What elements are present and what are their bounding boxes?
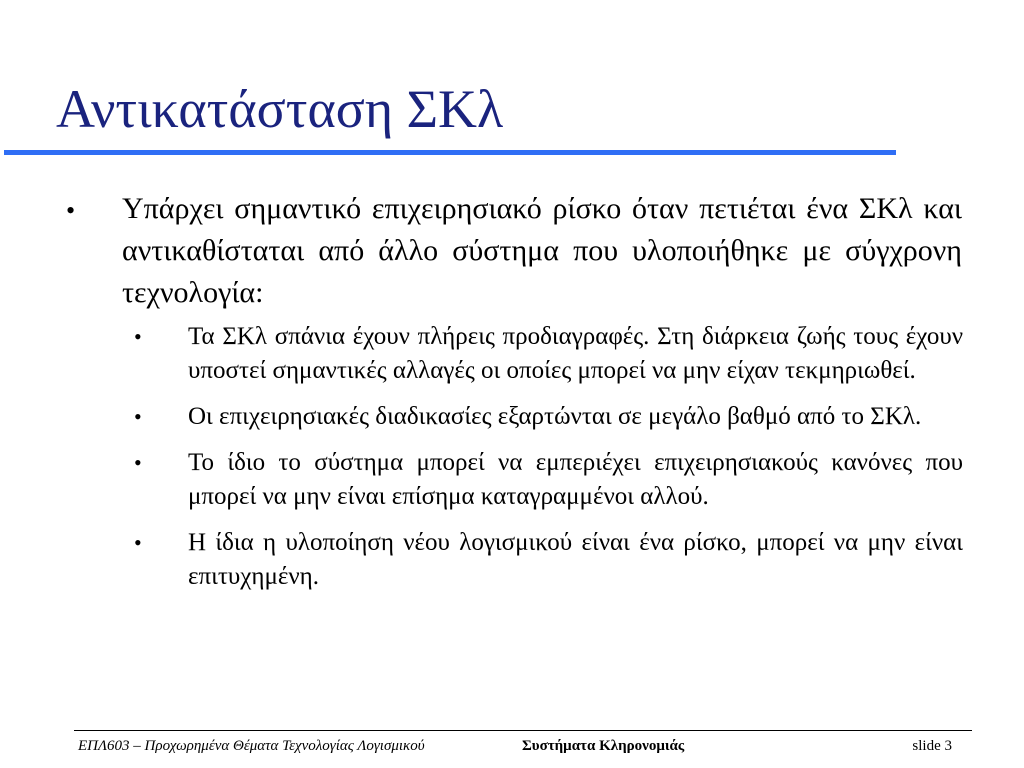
title-underline (4, 150, 896, 155)
slide-footer (78, 738, 952, 758)
sub-bullet-text: Το ίδιο το σύστημα μπορεί να εμπεριέχει επιχειρησιακούς κανόνες που μπορεί να μην είναι επίσημα καταγραμμένοι αλλού. (188, 449, 963, 510)
main-bullet-text: Υπάρχει σημαντικό επιχειρησιακό ρίσκο όταν πετιέται ένα ΣΚλ και αντικαθίσταται από άλλο σύστημα που υλοποιήθηκε με σύγχρονη τεχνολογία: (122, 192, 962, 309)
sub-bullet-text: Η ίδια η υλοποίηση νέου λογισμικού είναι ένα ρίσκο, μπορεί να μην είναι επιτυχημένη. (188, 529, 963, 590)
sub-bullet-list (0, 320, 962, 594)
slide-number: slide 3 (912, 738, 952, 754)
sub-bullet-text: Τα ΣΚλ σπάνια έχουν πλήρεις προδιαγραφές. Στη διάρκεια ζωής τους έχουν υποστεί σημαντικές αλλαγές οι οποίες μπορεί να μην είχαν τεκμηριωθεί. (188, 323, 963, 384)
footer-course-name: ΕΠΛ603 – Προχωρημένα Θέματα Τεχνολογίας Λογισμικού (78, 738, 425, 754)
sub-bullet-item (0, 446, 963, 514)
main-bullet-item (0, 188, 962, 594)
footer-divider (74, 730, 972, 731)
sub-bullet-text: Οι επιχειρησιακές διαδικασίες εξαρτώνται σε μεγάλο βαθμό από το ΣΚλ. (188, 403, 922, 430)
sub-bullet-item (0, 526, 963, 594)
sub-bullet-item (0, 320, 963, 388)
bullet-icon: • (134, 324, 142, 349)
footer-topic: Συστήματα Κληρονομιάς (522, 738, 685, 754)
sub-bullet-item (0, 400, 963, 434)
slide-title: Αντικατάσταση ΣΚλ (56, 79, 504, 139)
bullet-icon: • (134, 404, 142, 429)
bullet-icon: • (134, 450, 142, 475)
bullet-icon: • (66, 196, 76, 225)
bullet-list (0, 188, 1024, 606)
bullet-icon: • (134, 530, 142, 555)
